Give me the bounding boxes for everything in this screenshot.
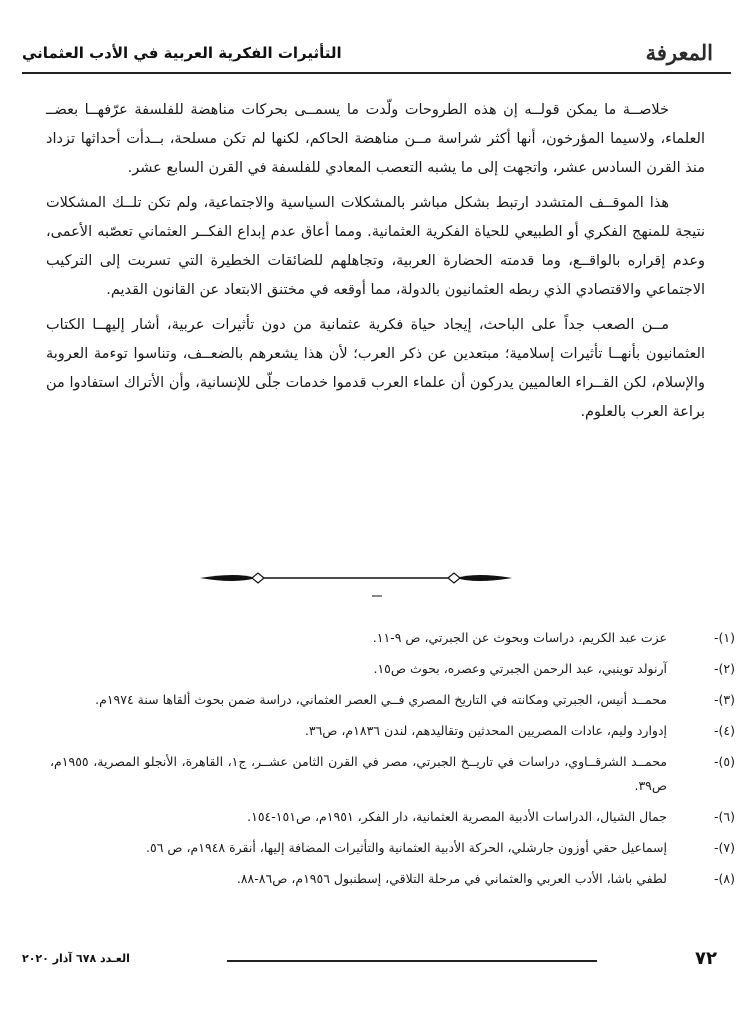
footer-rule (227, 960, 597, 962)
footnote (50, 805, 735, 829)
footnote (50, 688, 735, 712)
running-title: التأثيرات الفكرية العربية في الأدب العثماني (22, 44, 342, 62)
footnote-number: (١)- (714, 630, 735, 645)
footnote-number: (٢)- (714, 661, 735, 676)
paragraph: هذا الموقــف المتشدد ارتبط بشكل مباشر بالمشكلات السياسية والاجتماعية، ولم تكن تلــك المشكلات نتيجة للمنهج الفكري أو الطبيعي للحياة الفكرية العثمانية. ومما أعاق عدم إبداع الفكــر العثماني تعصّبه الأعمى، وعدم إقراره بالواقــع، وما قدمته الحضارة العربية، وتجاهلهم للضائقات الخطيرة التي تسربت إلى التركيب الاجتماعي والاقتصادي الذي ربطه العثمانيون بالدولة، مما أوقعه في مختنق الابتعاد عن القانون القديم. (46, 195, 705, 298)
footnote-number: (٧)- (714, 840, 735, 855)
footnote-text: محمــد أنيس، الجبرتي ومكانته في التاريخ المصري فــي العصر العثماني، دراسة ضمن بحوث ألقاها سنة ١٩٧٤م. (95, 692, 667, 707)
journal-logo: المعرفة (645, 40, 713, 65)
footnote-text: جمال الشيال، الدراسات الأدبية المصرية العثمانية، دار الفكر، ١٩٥١م، ص١٥١-١٥٤. (247, 809, 667, 824)
header-rule (22, 72, 731, 74)
paragraph: خلاصــة ما يمكن قولــه إن هذه الطروحات ولّدت ما يسمــى بحركات مناهضة للفلسفة عرّفهــا بعضــ العلماء، ولاسيما المؤرخون، أنها أكثر شراسة مــن مناهضة الحاكم، لكنها لم تكن مسلحة، بــدأت أحداثها تزداد منذ القرن السادس عشر، واتجهت إلى ما يشبه التعصب المعادي للفلسفة في القرن السابع عشر. (46, 102, 705, 176)
article-body (46, 96, 705, 433)
ornamental-divider (196, 568, 516, 608)
page-footer (22, 948, 717, 974)
footnote-number: (٦)- (714, 809, 735, 824)
paragraph: مــن الصعب جداً على الباحث، إيجاد حياة فكرية عثمانية من دون تأثيرات عربية، أشار إليهــا الكتاب العثمانيون بأنهــا تأثيرات إسلامية؛ مبتعدين عن ذكر العرب؛ لأن هذا يشعرهم بالضعــف، وتناسوا توءمة العروبة والإسلام، لكن القــراء العالميين يدركون أن علماء العرب قدموا خدمات جلّى للإنسانية، وأن الأتراك استفادوا من براعة العرب بالعلوم. (46, 317, 705, 420)
footnote-number: (٤)- (714, 723, 735, 738)
footnote (50, 750, 735, 798)
page-header (22, 38, 713, 70)
footnote (50, 867, 735, 891)
footnote (50, 626, 735, 650)
footnote-number: (٣)- (714, 692, 735, 707)
footnote-text: إسماعيل حقي أوزون جارشلي، الحركة الأدبية العثمانية والتأثيرات المضافة إليها، أنقرة ١٩٤٨م، ص ٥٦. (146, 840, 667, 855)
footnote-number: (٨)- (714, 871, 735, 886)
issue-label: العـدد ٦٧٨ آذار ٢٠٢٠ (22, 952, 130, 965)
footnote-text: لطفي باشا، الأدب العربي والعثماني في مرحلة التلاقي، إسطنبول ١٩٥٦م، ص٨٦-٨٨. (236, 871, 667, 886)
footnotes-list (50, 626, 735, 898)
footnote (50, 836, 735, 860)
footnote-text: محمــد الشرقــاوي، دراسات في تاريــخ الجبرتي، مصر في القرن الثامن عشــر، ج١، القاهرة، الأنجلو المصرية، ١٩٥٥م، ص٣٩. (50, 754, 667, 793)
page-number: ٧٢ (695, 948, 717, 969)
footnote-text: عزت عبد الكريم، دراسات وبحوث عن الجبرتي، ص ٩-١١. (372, 630, 667, 645)
footnote-text: إدوارد وليم، عادات المصريين المحدثين وتقاليدهم، لندن ١٨٣٦م، ص٣٦. (304, 723, 667, 738)
footnote (50, 719, 735, 743)
footnote-text: آرنولد توينبي، عبد الرحمن الجبرتي وعصره، بحوث ص١٥. (373, 661, 667, 676)
footnote (50, 657, 735, 681)
footnote-number: (٥)- (714, 754, 735, 769)
